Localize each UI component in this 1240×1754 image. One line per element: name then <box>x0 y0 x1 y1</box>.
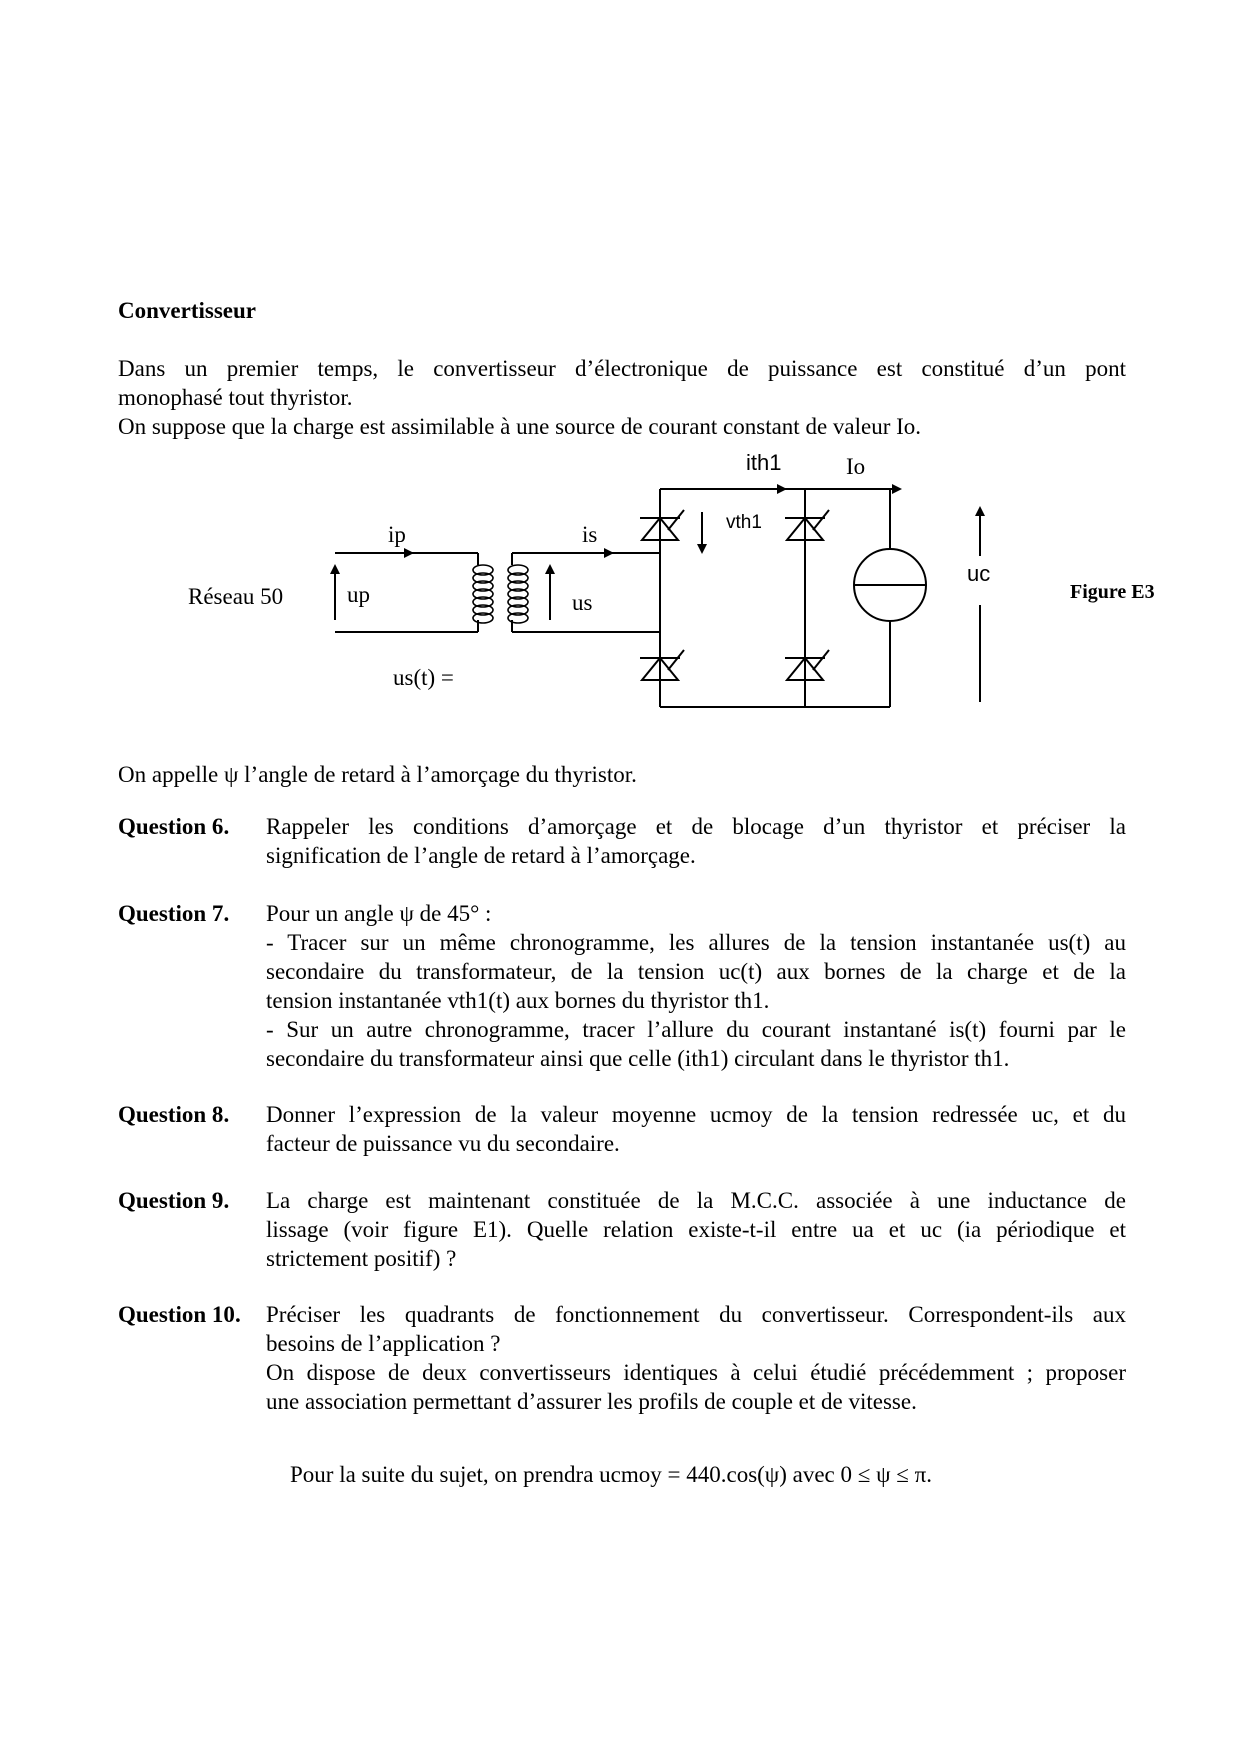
question-6-label: Question 6. <box>118 814 230 839</box>
psi-intro: On appelle ψ l’angle de retard à l’amorçage du thyristor. <box>118 762 637 787</box>
question-7-line-1: Pour un angle ψ de 45° : <box>266 901 492 926</box>
current-source-icon <box>854 549 926 621</box>
io-label: Io <box>846 454 866 479</box>
vth1-label: vth1 <box>726 512 762 533</box>
section-title: Convertisseur <box>118 298 256 323</box>
question-6-line-1: Rappeler les conditions d’amorçage et de blocage d’un thyristor et préciser la <box>266 814 1126 839</box>
question-9-line-1: La charge est maintenant constituée de la M.C.C. associée à une inductance de <box>266 1188 1126 1213</box>
question-7-label: Question 7. <box>118 901 230 926</box>
thyristor-th3-icon <box>640 650 684 680</box>
intro-line-2: monophasé tout thyristor. <box>118 385 353 410</box>
question-10-line-3: On dispose de deux convertisseurs identiques à celui étudié précédemment ; proposer <box>266 1360 1126 1385</box>
us-t-label: us(t) = <box>393 665 454 690</box>
us-label: us <box>572 590 593 615</box>
network-label: Réseau 50 <box>188 584 284 609</box>
ip-label: ip <box>388 522 406 547</box>
thyristor-th1-icon <box>640 510 684 540</box>
question-10-line-1: Préciser les quadrants de fonctionnement du convertisseur. Correspondent-ils aux <box>266 1302 1126 1327</box>
question-8-line-1: Donner l’expression de la valeur moyenne ucmoy de la tension redressée uc, et du <box>266 1102 1126 1127</box>
question-9-label: Question 9. <box>118 1188 230 1213</box>
question-8-line-2: facteur de puissance vu du secondaire. <box>266 1131 620 1156</box>
question-7-line-2: - Tracer sur un même chronogramme, les allures de la tension instantanée us(t) au <box>266 930 1126 955</box>
ith1-label: ith1 <box>746 450 782 475</box>
thyristor-th2-icon <box>785 510 829 540</box>
is-label: is <box>582 522 598 547</box>
question-7-line-5: - Sur un autre chronogramme, tracer l’allure du courant instantané is(t) fourni par le <box>266 1017 1126 1042</box>
question-9-line-2: lissage (voir figure E1). Quelle relation existe-t-il entre ua et uc (ia périodique et <box>266 1217 1126 1242</box>
question-7-line-3: secondaire du transformateur, de la tension uc(t) aux bornes de la charge et de la <box>266 959 1126 984</box>
footer-note: Pour la suite du sujet, on prendra ucmoy = 440.cos(ψ) avec 0 ≤ ψ ≤ π. <box>290 1462 932 1487</box>
thyristor-th4-icon <box>785 650 829 680</box>
transformer-icon <box>473 565 528 623</box>
question-8-label: Question 8. <box>118 1102 230 1127</box>
question-10-line-2: besoins de l’application ? <box>266 1331 501 1356</box>
up-label: up <box>347 582 370 607</box>
uc-label: uc <box>967 561 991 586</box>
question-6-line-2: signification de l’angle de retard à l’amorçage. <box>266 843 696 868</box>
question-10-line-4: une association permettant d’assurer les profils de couple et de vitesse. <box>266 1389 917 1414</box>
question-9-line-3: strictement positif) ? <box>266 1246 457 1271</box>
question-7-line-6: secondaire du transformateur ainsi que celle (ith1) circulant dans le thyristor th1. <box>266 1046 1010 1071</box>
intro-line-1: Dans un premier temps, le convertisseur d’électronique de puissance est constitué d’un pont <box>118 356 1126 381</box>
circuit-diagram-figure-e3 <box>0 0 1240 760</box>
question-7-line-4: tension instantanée vth1(t) aux bornes du thyristor th1. <box>266 988 770 1013</box>
intro-line-3: On suppose que la charge est assimilable à une source de courant constant de valeur Io. <box>118 414 922 439</box>
figure-caption: Figure E3 <box>1070 581 1155 603</box>
question-10-label: Question 10. <box>118 1302 241 1327</box>
